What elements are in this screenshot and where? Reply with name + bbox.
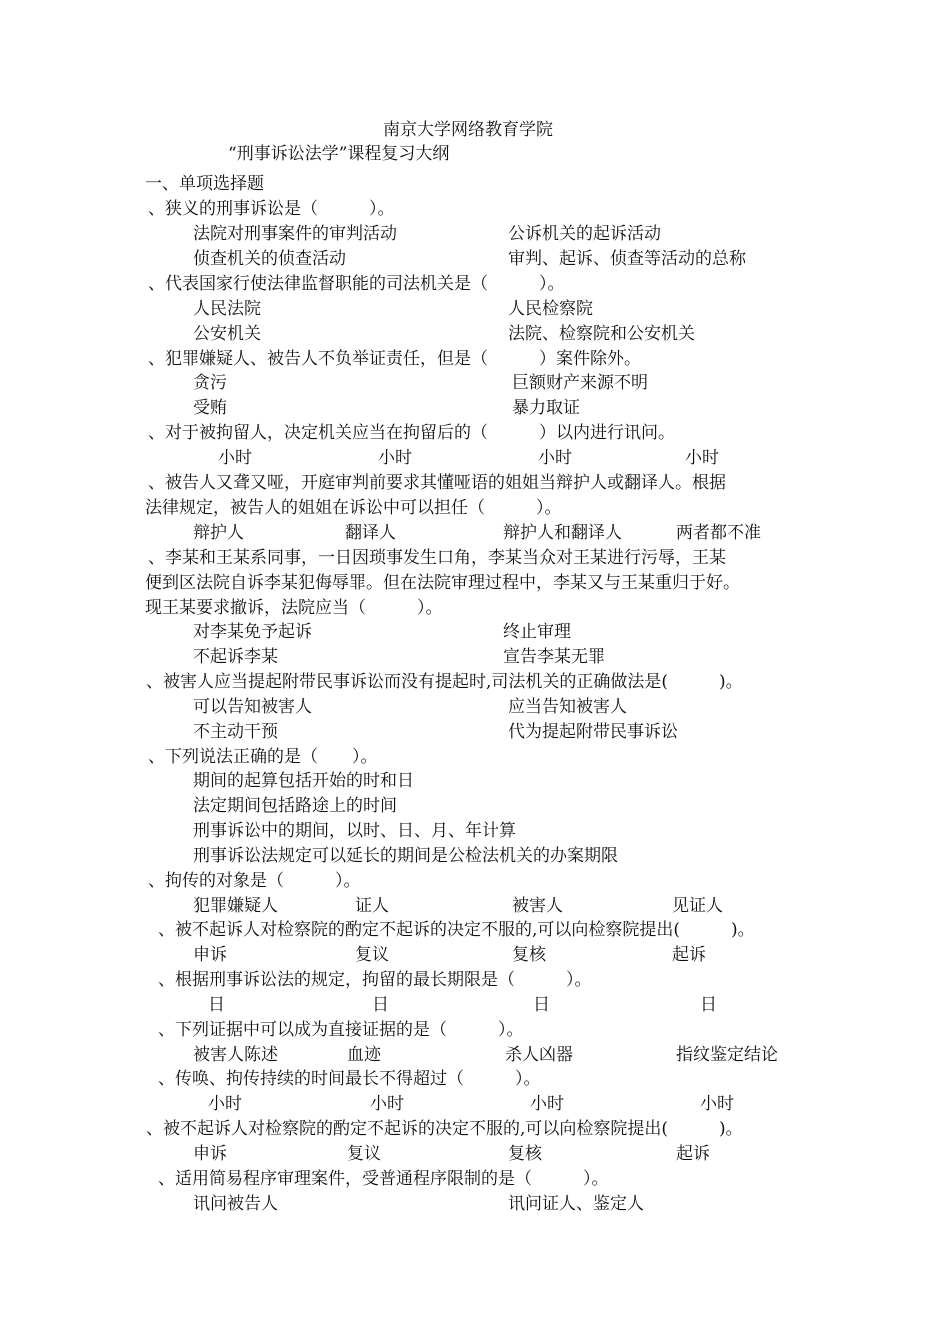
question-option: 小时 (685, 448, 719, 468)
question-option: 讯问证人、鉴定人 (508, 1194, 644, 1214)
question-option: 人民检察院 (508, 299, 593, 319)
question-stem: 、被害人应当提起附带民事诉讼而没有提起时,司法机关的正确做法是( )。 (146, 672, 743, 692)
question-stem: 、下列证据中可以成为直接证据的是（ ）。 (158, 1020, 524, 1040)
question-option: 复议 (347, 1144, 381, 1164)
question-option: 宣告李某无罪 (503, 647, 605, 667)
question-option: 法定期间包括路途上的时间 (193, 796, 397, 816)
question-option: 小时 (218, 448, 252, 468)
question-option: 日 (700, 995, 717, 1015)
question-option: 日 (372, 995, 389, 1015)
question-option: 申诉 (193, 945, 227, 965)
question-option: 见证人 (672, 896, 723, 916)
question-stem: 、拘传的对象是（ ）。 (148, 871, 361, 891)
question-option: 小时 (208, 1094, 242, 1114)
question-option: 审判、起诉、侦查等活动的总称 (508, 249, 746, 269)
question-stem: 、下列说法正确的是（ ）。 (148, 747, 378, 767)
question-option: 法院对刑事案件的审判活动 (193, 224, 397, 244)
question-option: 起诉 (672, 945, 706, 965)
question-stem: 、被不起诉人对检察院的酌定不起诉的决定不服的,可以向检察院提出( )。 (158, 920, 755, 940)
section-title: 一、单项选择题 (145, 174, 264, 194)
question-option: 两者都不准 (676, 523, 761, 543)
question-option: 不主动干预 (193, 722, 278, 742)
question-stem: 、被不起诉人对检察院的酌定不起诉的决定不服的,可以向检察院提出( )。 (146, 1119, 743, 1139)
question-stem: 、对于被拘留人，决定机关应当在拘留后的（ ）以内进行讯问。 (148, 423, 675, 443)
question-option: 侦查机关的侦查活动 (193, 249, 346, 269)
question-stem: 、犯罪嫌疑人、被告人不负举证责任，但是（ ）案件除外。 (148, 349, 641, 369)
question-option: 被害人 (512, 896, 563, 916)
question-option: 日 (208, 995, 225, 1015)
question-option: 人民法院 (193, 299, 261, 319)
question-option: 法院、检察院和公安机关 (508, 324, 695, 344)
question-option: 血迹 (347, 1045, 381, 1065)
question-option: 小时 (378, 448, 412, 468)
question-option: 对李某免予起诉 (193, 622, 312, 642)
question-option: 刑事诉讼法规定可以延长的期间是公检法机关的办案期限 (193, 846, 618, 866)
school-title: 南京大学网络教育学院 (383, 120, 553, 140)
question-stem-continued: 便到区法院自诉李某犯侮辱罪。但在法院审理过程中，李某又与王某重归于好。 (145, 573, 740, 593)
question-option: 日 (533, 995, 550, 1015)
question-option: 代为提起附带民事诉讼 (508, 722, 678, 742)
question-option: 小时 (530, 1094, 564, 1114)
question-stem: 、狭义的刑事诉讼是（ ）。 (148, 199, 395, 219)
question-option: 申诉 (193, 1144, 227, 1164)
question-stem: 、适用简易程序审理案件，受普通程序限制的是（ ）。 (158, 1169, 609, 1189)
question-option: 刑事诉讼中的期间，以时、日、月、年计算 (193, 821, 516, 841)
question-stem: 、被告人又聋又哑，开庭审判前要求其懂哑语的姐姐当辩护人或翻译人。根据 (148, 473, 726, 493)
question-option: 证人 (355, 896, 389, 916)
question-option: 起诉 (676, 1144, 710, 1164)
question-stem: 、根据刑事诉讼法的规定，拘留的最长期限是（ ）。 (158, 970, 592, 990)
question-option: 翻译人 (345, 523, 396, 543)
question-option: 应当告知被害人 (508, 697, 627, 717)
question-option: 复议 (355, 945, 389, 965)
question-option: 不起诉李某 (193, 647, 278, 667)
question-option: 复核 (512, 945, 546, 965)
question-option: 公诉机关的起诉活动 (508, 224, 661, 244)
question-option: 复核 (508, 1144, 542, 1164)
question-option: 指纹鉴定结论 (676, 1045, 778, 1065)
question-stem: 、李某和王某系同事，一日因琐事发生口角，李某当众对王某进行污辱，王某 (148, 548, 726, 568)
question-stem-continued: 法律规定，被告人的姐姐在诉讼中可以担任（ ）。 (145, 498, 562, 518)
question-option: 犯罪嫌疑人 (193, 896, 278, 916)
question-option: 小时 (700, 1094, 734, 1114)
question-option: 小时 (538, 448, 572, 468)
course-title: “刑事诉讼法学”课程复习大纲 (228, 144, 450, 164)
question-option: 杀人凶器 (505, 1045, 573, 1065)
question-option: 受贿 (193, 398, 227, 418)
question-option: 小时 (370, 1094, 404, 1114)
question-option: 期间的起算包括开始的时和日 (193, 771, 414, 791)
question-stem: 、代表国家行使法律监督职能的司法机关是（ ）。 (148, 274, 565, 294)
question-stem-continued: 现王某要求撤诉，法院应当（ ）。 (145, 598, 443, 618)
question-stem: 、传唤、拘传持续的时间最长不得超过（ ）。 (158, 1069, 541, 1089)
question-option: 讯问被告人 (193, 1194, 278, 1214)
question-option: 贪污 (193, 373, 227, 393)
question-option: 被害人陈述 (193, 1045, 278, 1065)
question-option: 辩护人和翻译人 (503, 523, 622, 543)
question-option: 终止审理 (503, 622, 571, 642)
question-option: 可以告知被害人 (193, 697, 312, 717)
question-option: 巨额财产来源不明 (512, 373, 648, 393)
question-option: 公安机关 (193, 324, 261, 344)
question-option: 暴力取证 (512, 398, 580, 418)
question-option: 辩护人 (193, 523, 244, 543)
